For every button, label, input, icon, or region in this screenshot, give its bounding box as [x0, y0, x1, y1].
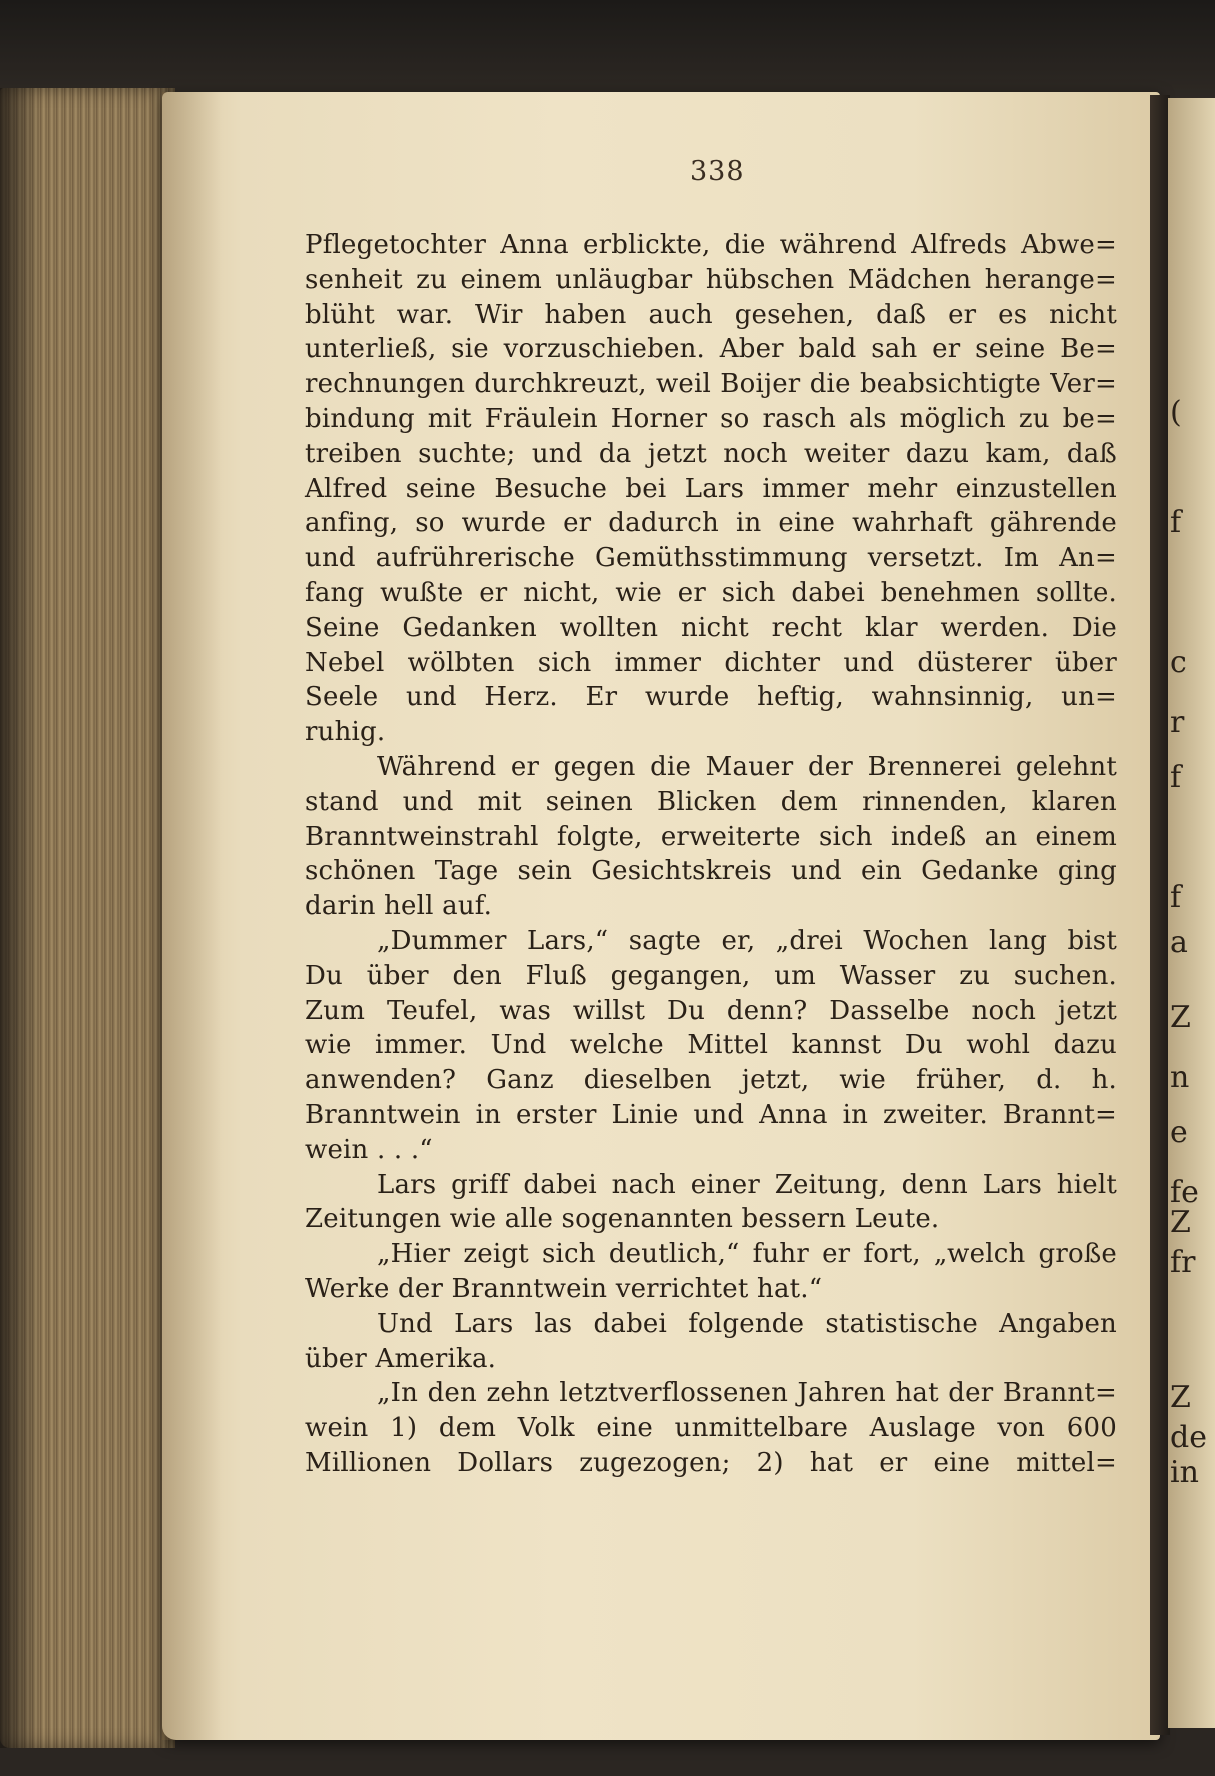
text-line: Millionen Dollars zugezogen; 2) hat er eine mittel=	[305, 1447, 1117, 1478]
text-line: Seele und Herz. Er wurde heftig, wahnsinnig, un=	[305, 682, 1117, 713]
text-line: Während er gegen die Mauer der Brennerei gelehnt	[377, 751, 1117, 782]
page-edges	[0, 88, 175, 1748]
text-line: anfing, so wurde er dadurch in eine wahrhaft gährende	[305, 508, 1117, 539]
text-line: über Amerika.	[305, 1343, 497, 1374]
text-line: unterließ, sie vorzuschieben. Aber bald sah er seine Be=	[305, 334, 1117, 365]
text-line: „Dummer Lars,“ sagte er, „drei Wochen lang bist	[377, 925, 1117, 956]
background	[0, 0, 1215, 100]
text-line: Lars griff dabei nach einer Zeitung, denn Lars hielt	[377, 1169, 1117, 1200]
text-line: Pflegetochter Anna erblickte, die während Alfreds Abwe=	[305, 230, 1117, 260]
facing-page-fragment: a	[1170, 925, 1188, 960]
text-line: stand und mit seinen Blicken dem rinnenden, klaren	[305, 786, 1117, 817]
text-line: blüht war. Wir haben auch gesehen, daß er es nicht	[305, 299, 1117, 330]
text-line: wein . . .“	[305, 1134, 433, 1165]
facing-page-fragment: fe	[1170, 1175, 1199, 1210]
facing-page-fragment: Z	[1170, 1205, 1191, 1240]
facing-page-fragment: fr	[1170, 1245, 1196, 1280]
facing-page-fragment: r	[1170, 705, 1185, 740]
text-line: senheit zu einem unläugbar hübschen Mädchen herange=	[305, 264, 1117, 295]
text-line: fang wußte er nicht, wie er sich dabei benehmen sollte.	[305, 577, 1117, 608]
text-line: Branntweinstrahl folgte, erweiterte sich indeß an einem	[305, 821, 1117, 852]
facing-page-fragment: n	[1170, 1060, 1190, 1095]
facing-page-fragment: f	[1170, 760, 1182, 795]
facing-page-fragment: Z	[1170, 1380, 1191, 1415]
text-line: Zum Teufel, was willst Du denn? Dasselbe noch jetzt	[305, 995, 1117, 1026]
text-line: schönen Tage sein Gesichtskreis und ein Gedanke ging	[305, 856, 1117, 887]
text-line: „In den zehn letztverflossenen Jahren hat der Brannt=	[377, 1378, 1117, 1409]
text-line: rechnungen durchkreuzt, weil Boijer die beabsichtigte Ver=	[305, 369, 1117, 400]
text-line: Zeitungen wie alle sogenannten bessern Leute.	[305, 1204, 940, 1235]
text-line: Alfred seine Besuche bei Lars immer mehr einzustellen	[305, 473, 1117, 504]
facing-page-fragment: in	[1170, 1455, 1199, 1490]
facing-page-fragment: f	[1170, 505, 1182, 540]
text-line: ruhig.	[305, 717, 386, 748]
book-gutter	[1150, 95, 1170, 1735]
facing-page-fragment: f	[1170, 880, 1182, 915]
text-line: Seine Gedanken wollten nicht recht klar werden. Die	[305, 612, 1117, 643]
facing-page-fragment: c	[1170, 645, 1187, 680]
text-line: Werke der Branntwein verrichtet hat.“	[305, 1273, 823, 1304]
text-line: Branntwein in erster Linie und Anna in zweiter. Brannt=	[305, 1099, 1117, 1130]
text-line: wie immer. Und welche Mittel kannst Du wohl dazu	[305, 1030, 1117, 1061]
page-number: 338	[690, 156, 745, 187]
text-line: und aufrührerische Gemüthsstimmung versetzt. Im An=	[305, 543, 1117, 574]
text-line: „Hier zeigt sich deutlich,“ fuhr er fort, „welch große	[377, 1239, 1117, 1270]
text-line: bindung mit Fräulein Horner so rasch als möglich zu be=	[305, 403, 1117, 434]
text-line: darin hell auf.	[305, 891, 493, 922]
text-line: Du über den Fluß gegangen, um Wasser zu suchen.	[305, 960, 1117, 991]
facing-page-fragment: e	[1170, 1115, 1188, 1150]
page-text	[305, 228, 1117, 1481]
text-line: wein 1) dem Volk eine unmittelbare Auslage von 600	[305, 1413, 1117, 1444]
next-page-edge	[1168, 98, 1215, 1728]
text-line: anwenden? Ganz dieselben jetzt, wie früher, d. h.	[305, 1065, 1117, 1096]
text-line: Und Lars las dabei folgende statistische Angaben	[377, 1308, 1117, 1339]
facing-page-fragment: Z	[1170, 1000, 1191, 1035]
facing-page-fragment: (	[1170, 395, 1182, 430]
facing-page-fragment: de	[1170, 1420, 1207, 1455]
text-line: Nebel wölbten sich immer dichter und düsterer über	[305, 647, 1117, 678]
text-line: treiben suchte; und da jetzt noch weiter dazu kam, daß	[305, 438, 1117, 469]
